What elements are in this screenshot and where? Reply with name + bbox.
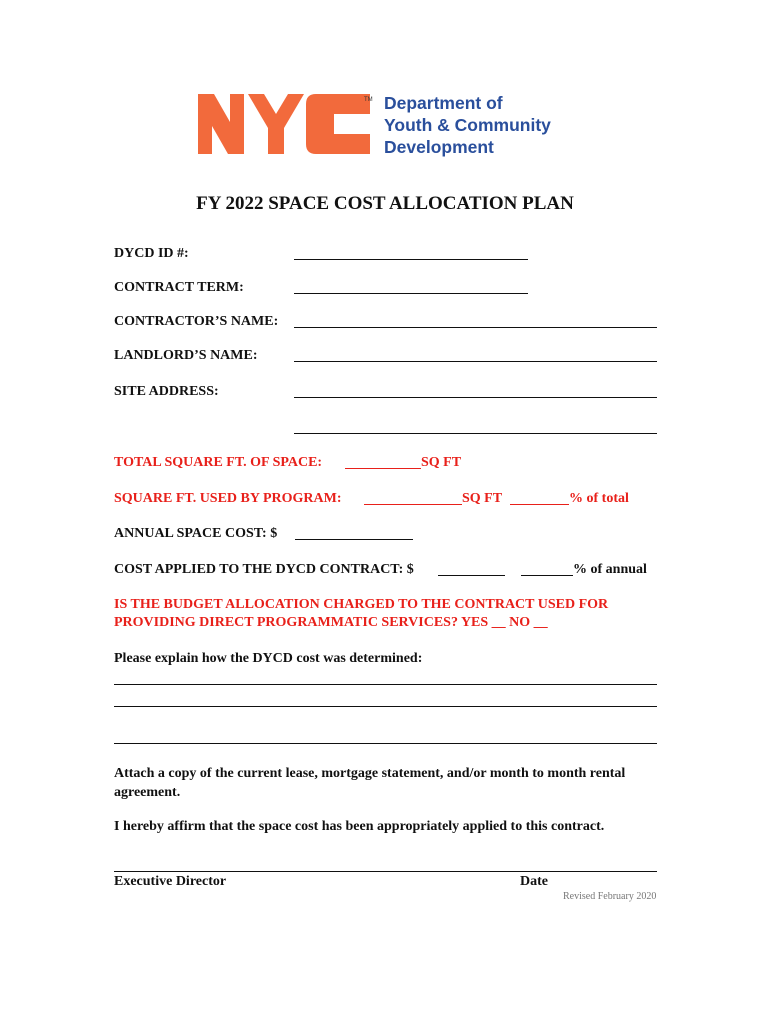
contract-term-field[interactable] [294,293,528,294]
total-square-ft-label: TOTAL SQUARE FT. OF SPACE: [114,455,323,470]
contractor-name-label: CONTRACTOR’S NAME: [114,314,279,329]
program-percent-field[interactable] [510,504,569,505]
explain-line-2[interactable] [114,706,657,707]
affirm-statement: I hereby affirm that the space cost has been appropriately applied to this contract. [114,819,605,834]
explain-line-3[interactable] [114,743,657,744]
budget-question-line-2: PROVIDING DIRECT PROGRAMMATIC SERVICES? YES __ NO __ [114,615,548,630]
nyc-logo-icon [198,92,376,156]
date-label: Date [520,874,548,889]
dycd-id-label: DYCD ID #: [114,246,189,261]
cost-applied-label: COST APPLIED TO THE DYCD CONTRACT: $ [114,562,414,577]
landlord-name-label: LANDLORD’S NAME: [114,348,258,363]
signature-line[interactable] [114,871,657,872]
contractor-name-field[interactable] [294,327,657,328]
revised-note: Revised February 2020 [563,891,657,902]
site-address-field-line-1[interactable] [294,397,657,398]
program-square-ft-unit: SQ FT [462,491,503,506]
dycd-logo [198,92,578,156]
cost-applied-field[interactable] [438,575,505,576]
total-square-ft-field[interactable] [345,468,421,469]
trademark-mark: TM [364,97,373,103]
annual-space-cost-field[interactable] [295,539,413,540]
dycd-id-field[interactable] [294,259,528,260]
logo-line-1: Department of [384,93,503,113]
explain-label: Please explain how the DYCD cost was determined: [114,651,423,666]
site-address-field-line-2[interactable] [294,433,657,434]
explain-line-1[interactable] [114,684,657,685]
budget-question-line-1: IS THE BUDGET ALLOCATION CHARGED TO THE CONTRACT USED FOR [114,597,609,612]
contract-term-label: CONTRACT TERM: [114,280,244,295]
attach-instruction: Attach a copy of the current lease, mortgage statement, and/or month to month rental agreement. [114,766,626,800]
program-percent-label: % of total [569,491,629,506]
landlord-name-field[interactable] [294,361,657,362]
dycd-logo-text [384,92,584,158]
page-title: FY 2022 SPACE COST ALLOCATION PLAN [196,193,574,214]
logo-line-3: Development [384,137,494,157]
executive-director-label: Executive Director [114,874,227,889]
total-square-ft-unit: SQ FT [421,455,462,470]
program-square-ft-label: SQUARE FT. USED BY PROGRAM: [114,491,342,506]
annual-space-cost-label: ANNUAL SPACE COST: $ [114,526,278,541]
annual-percent-field[interactable] [521,575,573,576]
logo-line-2: Youth & Community [384,115,551,135]
annual-percent-label: % of annual [573,562,647,577]
program-square-ft-field[interactable] [364,504,462,505]
site-address-label: SITE ADDRESS: [114,384,219,399]
